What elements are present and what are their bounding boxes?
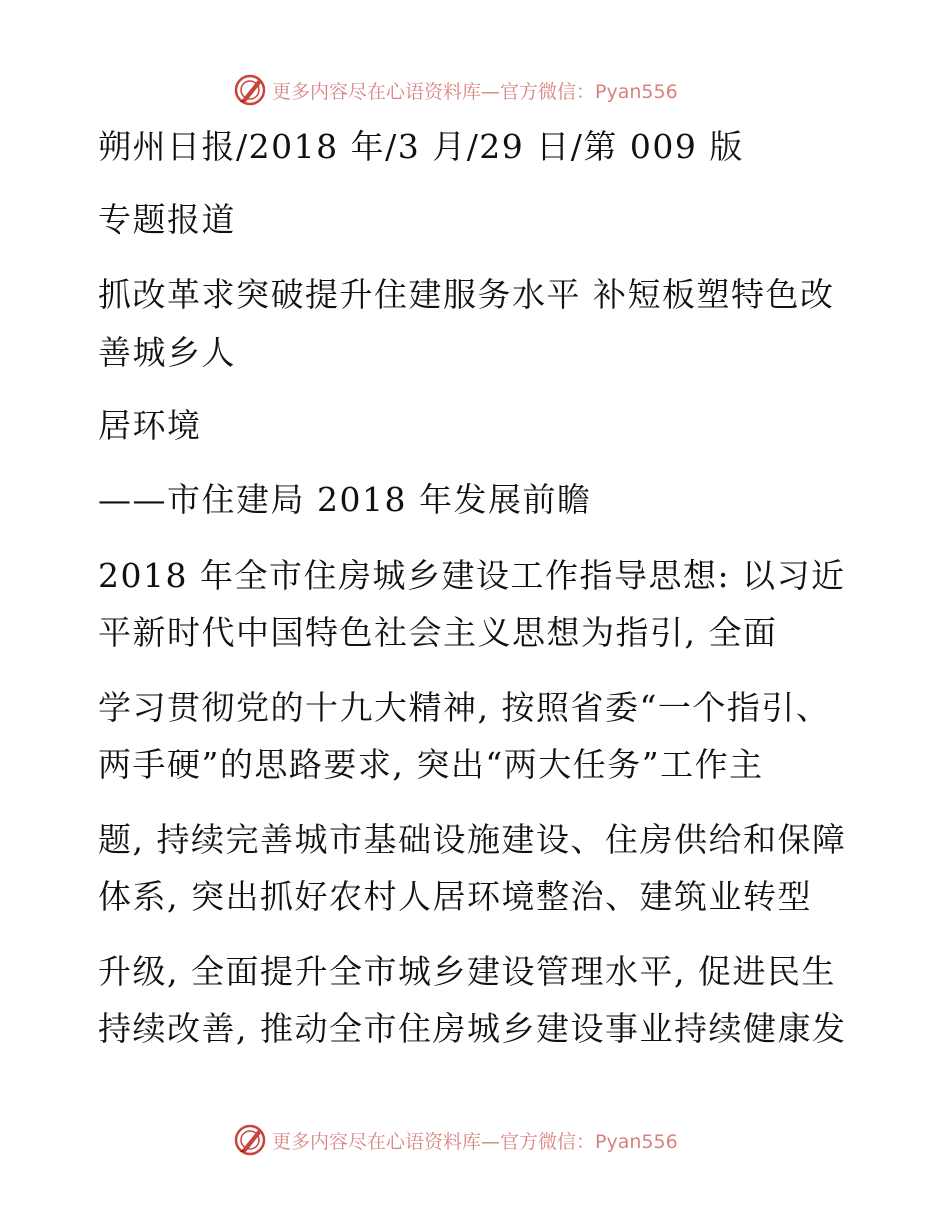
line-column: 专题报道	[98, 200, 236, 239]
watermark-header	[232, 72, 678, 108]
line-subtitle: ——市住建局 2018 年发展前瞻	[98, 480, 592, 519]
line-body-7: 升级, 全面提升全市城乡建设管理水平, 促进民生	[98, 952, 836, 991]
line-body-4: 两手硬”的思路要求, 突出“两大任务”工作主	[98, 745, 764, 784]
line-headline-3: 居环境	[98, 406, 202, 445]
watermark-text: 更多内容尽在心语资料库—官方微信：Pyan556	[272, 1130, 678, 1153]
watermark-footer	[232, 1122, 678, 1158]
line-body-2: 平新时代中国特色社会主义思想为指引, 全面	[98, 613, 778, 652]
line-body-5: 题, 持续完善城市基础设施建设、住房供给和保障	[98, 820, 847, 859]
line-source: 朔州日报/2018 年/3 月/29 日/第 009 版	[98, 127, 744, 166]
seal-pen-logo-icon	[232, 72, 268, 108]
watermark-text: 更多内容尽在心语资料库—官方微信：Pyan556	[272, 80, 678, 103]
line-headline-2: 善城乡人	[98, 333, 236, 372]
seal-pen-logo-icon	[232, 1122, 268, 1158]
line-body-3: 学习贯彻党的十九大精神, 按照省委“一个指引、	[98, 688, 831, 727]
line-body-6: 体系, 突出抓好农村人居环境整治、建筑业转型	[98, 877, 812, 916]
line-headline-1: 抓改革求突破提升住建服务水平 补短板塑特色改	[98, 275, 835, 314]
line-body-8: 持续改善, 推动全市住房城乡建设事业持续健康发	[98, 1009, 847, 1048]
line-body-1: 2018 年全市住房城乡建设工作指导思想: 以习近	[98, 556, 846, 595]
